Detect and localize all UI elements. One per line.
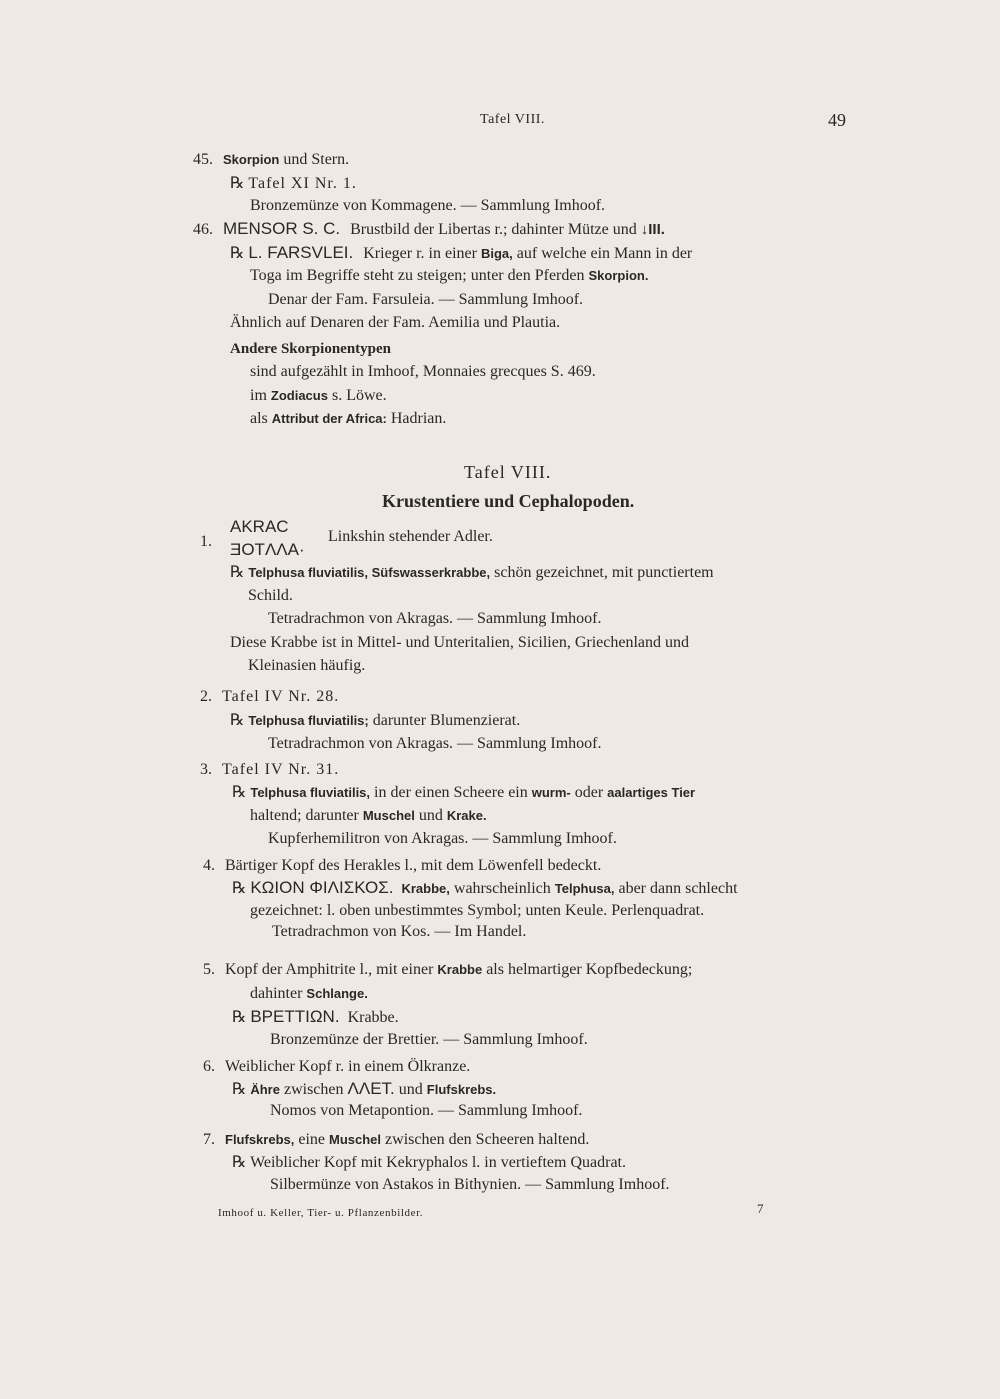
reverse-symbol: ℞	[232, 1009, 247, 1026]
page-number: 49	[828, 110, 846, 130]
coin-legend: ΛΛET.	[347, 1079, 395, 1098]
entry-text: Krieger r. in einer	[363, 245, 477, 262]
coin-legend: MENSOR S. C.	[223, 219, 341, 238]
entry-1-number: 1.	[200, 533, 212, 550]
entry-text: zwischen	[283, 1081, 344, 1098]
reverse-symbol: ℞	[232, 1154, 247, 1171]
entry-46-line-1	[193, 219, 665, 240]
footer-signature: Imhoof u. Keller, Tier- u. Pflanzenbilder.	[218, 1207, 424, 1219]
section-subtitle: Krustentiere und Cephalopoden.	[382, 491, 635, 511]
entry-46-line-3	[250, 266, 648, 286]
entry-text: Weiblicher Kopf mit Kekryphalos l. in vertieftem Quadrat.	[250, 1154, 626, 1171]
other-types-line-3	[250, 409, 446, 429]
keyword: Flufskrebs.	[426, 1082, 497, 1097]
keyword: Telphusa fluviatilis;	[248, 713, 369, 728]
coin-legend: L. FARSVLEI.	[248, 243, 354, 262]
entry-1-reverse	[230, 563, 714, 583]
entry-2-source: Tetradrachmon von Akragas. — Sammlung Imhoof.	[268, 735, 602, 752]
entry-text: s. Löwe.	[331, 387, 387, 404]
reverse-symbol: ℞	[232, 784, 247, 801]
entry-number: 46.	[193, 221, 213, 238]
entry-text: im	[250, 387, 267, 404]
reverse-symbol: ℞	[230, 175, 245, 192]
keyword: Krake.	[446, 808, 487, 823]
keyword: aalartiges Tier	[607, 785, 696, 800]
entry-text: Weiblicher Kopf r. in einem Ölkranze.	[225, 1058, 471, 1075]
entry-text: als	[250, 410, 268, 427]
plate-reference: Tafel IV Nr. 28.	[222, 688, 340, 705]
keyword: Skorpion	[223, 152, 280, 167]
entry-7-line-1	[203, 1130, 589, 1150]
entry-number: 7.	[203, 1131, 215, 1148]
keyword: Krabbe,	[401, 881, 450, 896]
entry-5-reverse	[232, 1007, 399, 1028]
keyword: Flufskrebs,	[225, 1132, 295, 1147]
entry-46-line-2	[230, 243, 692, 264]
reverse-symbol: ℞	[230, 245, 245, 262]
entry-1-note: Diese Krabbe ist in Mittel- und Unteritalien, Sicilien, Griechenland und	[230, 634, 689, 651]
entry-text: als helmartiger Kopfbedeckung;	[486, 961, 693, 978]
keyword: Attribut der Africa:	[271, 411, 387, 426]
entry-1-note-cont: Kleinasien häufig.	[248, 657, 366, 674]
entry-text: Toga im Begriffe steht zu steigen; unter den Pferden	[250, 267, 585, 284]
entry-number: 4.	[203, 857, 215, 874]
keyword: Schlange.	[306, 986, 368, 1001]
entry-3-line-1	[200, 760, 339, 780]
entry-7-reverse	[232, 1153, 626, 1173]
keyword: Skorpion.	[588, 268, 649, 283]
entry-1-desc: Linkshin stehender Adler.	[328, 528, 493, 545]
entry-7-source: Silbermünze von Astakos in Bithynien. — Sammlung Imhoof.	[270, 1176, 670, 1193]
entry-5-source: Bronzemünze der Brettier. — Sammlung Imhoof.	[270, 1031, 588, 1048]
entry-number: 3.	[200, 761, 212, 778]
entry-text: aber dann schlecht	[618, 880, 738, 897]
entry-3-source: Kupferhemilitron von Akragas. — Sammlung Imhoof.	[268, 830, 617, 847]
entry-number: 45.	[193, 151, 213, 168]
entry-text: zwischen den Scheeren haltend.	[385, 1131, 590, 1148]
entry-3-reverse	[232, 783, 695, 803]
entry-text: und	[398, 1081, 423, 1098]
entry-6-line-1	[203, 1057, 470, 1077]
mark: ↓III.	[640, 221, 665, 238]
entry-text: Brustbild der Libertas r.; dahinter Mütze und	[350, 221, 637, 238]
entry-text: in der einen Scheere ein	[374, 784, 528, 801]
keyword: Krabbe	[437, 962, 483, 977]
entry-text: schön gezeichnet, mit punctiertem	[494, 564, 714, 581]
other-types-line-1: sind aufgezählt in Imhoof, Monnaies grecques S. 469.	[250, 363, 596, 380]
running-title: Tafel VIII.	[480, 112, 545, 127]
section-title: Tafel VIII.	[464, 462, 552, 482]
keyword: Muschel	[362, 808, 415, 823]
entry-number: 6.	[203, 1058, 215, 1075]
entry-2-line-1	[200, 687, 339, 707]
entry-4-line-1	[203, 856, 601, 876]
coin-legend-top: AKRAC	[230, 517, 289, 536]
entry-1-reverse-cont: Schild.	[248, 587, 293, 604]
keyword: Zodiacus	[270, 388, 328, 403]
entry-6-source: Nomos von Metapontion. — Sammlung Imhoof.	[270, 1102, 583, 1119]
entry-text: Bärtiger Kopf des Herakles l., mit dem Löwenfell bedeckt.	[225, 857, 602, 874]
entry-4-reverse-cont: gezeichnet: l. oben unbestimmtes Symbol; unten Keule. Perlenquadrat.	[250, 902, 705, 919]
entry-4-reverse	[232, 878, 738, 899]
coin-legend: BPETTIΩN.	[250, 1007, 340, 1026]
signature-number: 7	[757, 1201, 764, 1216]
entry-5-line-2	[250, 984, 368, 1004]
entry-text: haltend; darunter	[250, 807, 359, 824]
coin-legend-bottom: ƎOTΛΛA·	[230, 540, 305, 559]
entry-45-line-1	[193, 150, 349, 170]
entry-2-reverse	[230, 711, 520, 731]
keyword: Telphusa fluviatilis,	[250, 785, 371, 800]
entry-46-similar: Ähnlich auf Denaren der Fam. Aemilia und Plautia.	[230, 314, 561, 331]
other-types-heading: Andere Skorpionentypen	[230, 341, 392, 357]
coin-legend: ΚΩΙΟΝ ΦΙΛΙΣΚΟΣ.	[250, 878, 394, 897]
keyword: Ähre	[250, 1082, 280, 1097]
entry-3-reverse-cont	[250, 806, 487, 826]
entry-46-source: Denar der Fam. Farsuleia. — Sammlung Imhoof.	[268, 291, 584, 308]
other-types-line-2	[250, 386, 387, 406]
entry-text: Kopf der Amphitrite l., mit einer	[225, 961, 434, 978]
entry-text: darunter Blumenzierat.	[372, 712, 521, 729]
keyword: Telphusa,	[554, 881, 615, 896]
reverse-symbol: ℞	[232, 1081, 247, 1098]
entry-number: 5.	[203, 961, 215, 978]
entry-text: wahrscheinlich	[453, 880, 551, 897]
keyword: Telphusa fluviatilis, Süfswasserkrabbe,	[248, 565, 491, 580]
entry-5-line-1	[203, 960, 692, 980]
keyword: Muschel	[329, 1132, 382, 1147]
reverse-symbol: ℞	[230, 712, 245, 729]
entry-text: oder	[574, 784, 604, 801]
entry-text: dahinter	[250, 985, 303, 1002]
plate-reference: Tafel XI Nr. 1.	[248, 175, 357, 192]
entry-text: und Stern.	[283, 151, 350, 168]
entry-1-source: Tetradrachmon von Akragas. — Sammlung Imhoof.	[268, 610, 602, 627]
entry-text: Hadrian.	[390, 410, 447, 427]
entry-text: Krabbe.	[347, 1009, 399, 1026]
plate-reference: Tafel IV Nr. 31.	[222, 761, 340, 778]
entry-text: und	[418, 807, 443, 824]
entry-text: eine	[298, 1131, 326, 1148]
reverse-symbol: ℞	[230, 564, 245, 581]
entry-6-reverse	[232, 1079, 496, 1100]
entry-4-source: Tetradrachmon von Kos. — Im Handel.	[272, 923, 527, 940]
keyword: wurm-	[531, 785, 571, 800]
entry-45-line-2	[230, 174, 357, 194]
entry-text: auf welche ein Mann in der	[516, 245, 693, 262]
keyword: Biga,	[480, 246, 513, 261]
entry-45-source: Bronzemünze von Kommagene. — Sammlung Imhoof.	[250, 197, 606, 214]
entry-number: 2.	[200, 688, 212, 705]
reverse-symbol: ℞	[232, 880, 247, 897]
